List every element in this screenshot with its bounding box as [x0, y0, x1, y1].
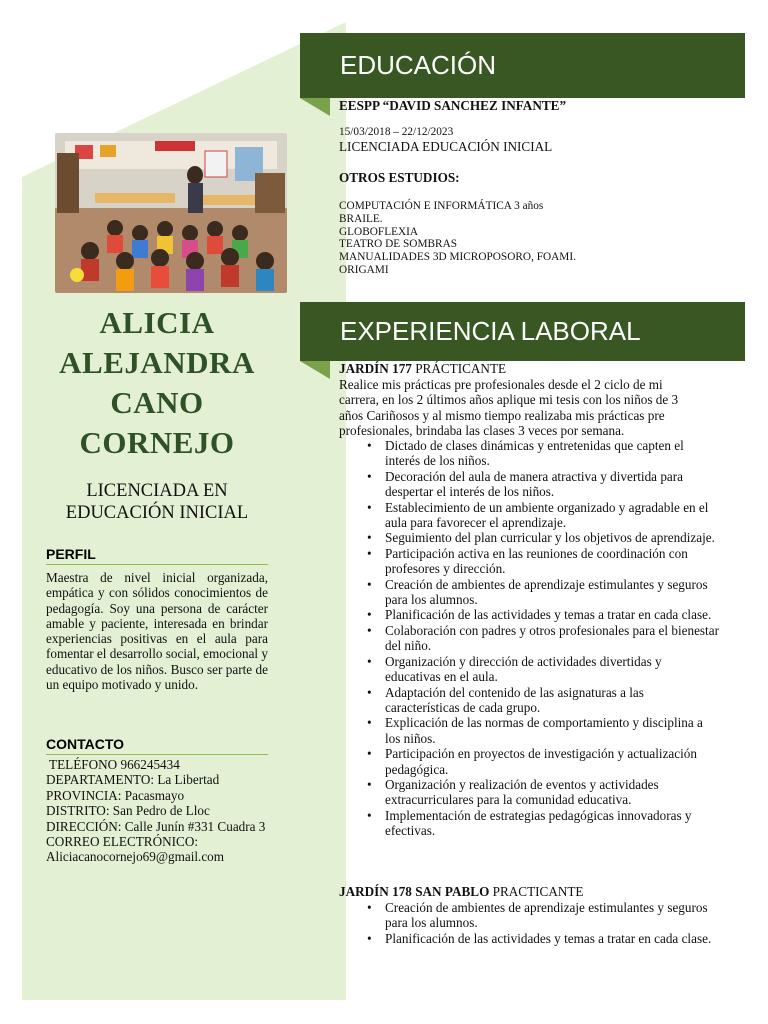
other-study-item: TEATRO DE SOMBRAS [339, 238, 458, 251]
job1-role: PRÁCTICANTE [411, 361, 507, 376]
list-item: • Establecimiento de un ambiente organizado y agradable en el aula para favorecer el aprendizaje. [385, 500, 720, 531]
list-item: • Planificación de las actividades y temas a tratar en cada clase. [385, 607, 720, 622]
contact-department: DEPARTAMENTO: La Libertad [46, 772, 220, 788]
education-degree: LICENCIADA EDUCACIÓN INICIAL [339, 139, 553, 154]
list-item: • Adaptación del contenido de las asignaturas a las características de cada grupo. [385, 685, 720, 716]
job2-role: PRACTICANTE [489, 884, 584, 899]
list-item: • Creación de ambientes de aprendizaje estimulantes y seguros para los alumnos. [385, 900, 720, 931]
job2-title [339, 884, 719, 899]
educacion-banner-tail [300, 98, 330, 116]
other-study-item: BRAILE. [339, 212, 383, 225]
contact-province: PROVINCIA: Pacasmayo [46, 787, 185, 803]
other-studies-list [339, 200, 719, 277]
contact-phone: TELÉFONO 966245434 [46, 757, 180, 772]
contact-email-label: CORREO ELECTRÓNICO: [46, 834, 199, 850]
contact-address: DIRECCIÓN: Calle Junín #331 Cuadra 3 [46, 818, 266, 834]
contact-list [46, 757, 286, 865]
other-study-item: ORIGAMI [339, 263, 389, 276]
experiencia-heading: EXPERIENCIA LABORAL [340, 316, 641, 346]
job2-duties [385, 900, 720, 946]
experiencia-banner-tail [300, 361, 330, 379]
job1-duties [385, 438, 720, 839]
educacion-heading: EDUCACIÓN [340, 50, 497, 80]
other-study-item: GLOBOFLEXIA [339, 225, 419, 238]
name-line: CANO [110, 385, 204, 420]
name-line: ALICIA [99, 305, 215, 340]
candidate-name [40, 303, 274, 463]
education-dates: 15/03/2018 – 22/12/2023 [339, 126, 454, 138]
job1-title [339, 361, 719, 376]
role-line: LICENCIADA EN [86, 481, 228, 501]
list-item: • Organización y realización de eventos y actividades extracurriculares para la comunidad educativa. [385, 777, 720, 808]
list-item: • Planificación de las actividades y temas a tratar en cada clase. [385, 931, 720, 946]
list-item: • Seguimiento del plan curricular y los objetivos de aprendizaje. [385, 530, 720, 545]
other-study-item: COMPUTACIÓN E INFORMÁTICA 3 años [339, 200, 544, 212]
role-line: EDUCACIÓN INICIAL [65, 503, 249, 523]
contacto-heading: CONTACTO [46, 736, 268, 755]
contact-district: DISTRITO: San Pedro de Lloc [46, 803, 210, 819]
name-line: ALEJANDRA [59, 345, 255, 380]
list-item: • Creación de ambientes de aprendizaje estimulantes y seguros para los alumnos. [385, 577, 720, 608]
perfil-text: Maestra de nivel inicial organizada, empática y con sólidos conocimientos de pedagogía. Soy una persona de carácter amable y paciente, interesada en brindar experiencias positivas en el aula para fomentar el desarrollo social, emocional y educativo de los niños. Busco ser parte de un equipo motivado y unido. [46, 570, 268, 693]
education-school: EESPP “DAVID SANCHEZ INFANTE” [339, 98, 567, 113]
other-studies-heading: OTROS ESTUDIOS: [339, 170, 460, 185]
educacion-banner [300, 33, 745, 98]
other-study-item: MANUALIDADES 3D MICROPOSORO, FOAMI. [339, 251, 576, 264]
classroom-photo [55, 133, 287, 293]
job2-place: JARDÍN 178 SAN PABLO [339, 884, 490, 899]
list-item: • Organización y dirección de actividades divertidas y educativas en el aula. [385, 654, 720, 685]
job1-intro: Realice mis prácticas pre profesionales desde el 2 ciclo de mi carrera, en los 2 últimos años aplique mi tesis con los niños de 3 años Cariñosos y al mismo tiempo realizaba mis prácticas pre profesionales, brindaba las clases 3 veces por semana. [339, 377, 679, 439]
list-item: • Colaboración con padres y otros profesionales para el bienestar del niño. [385, 623, 720, 654]
list-item: • Implementación de estrategias pedagógicas innovadoras y efectivas. [385, 808, 720, 839]
list-item: • Explicación de las normas de comportamiento y disciplina a los niños. [385, 715, 720, 746]
list-item: • Participación activa en las reuniones de coordinación con profesores y dirección. [385, 546, 720, 577]
list-item: • Dictado de clases dinámicas y entretenidas que capten el interés de los niños. [385, 438, 720, 469]
list-item: • Participación en proyectos de investigación y actualización pedagógica. [385, 746, 720, 777]
contact-email[interactable]: Aliciacanocornejo69@gmail.com [46, 849, 225, 865]
name-line: CORNEJO [79, 425, 235, 460]
perfil-heading: PERFIL [46, 546, 268, 565]
job1-place: JARDÍN 177 [339, 361, 412, 376]
list-item: • Decoración del aula de manera atractiva y divertida para despertar el interés de los niños. [385, 469, 720, 500]
experiencia-banner [300, 302, 745, 361]
candidate-role [40, 480, 274, 524]
